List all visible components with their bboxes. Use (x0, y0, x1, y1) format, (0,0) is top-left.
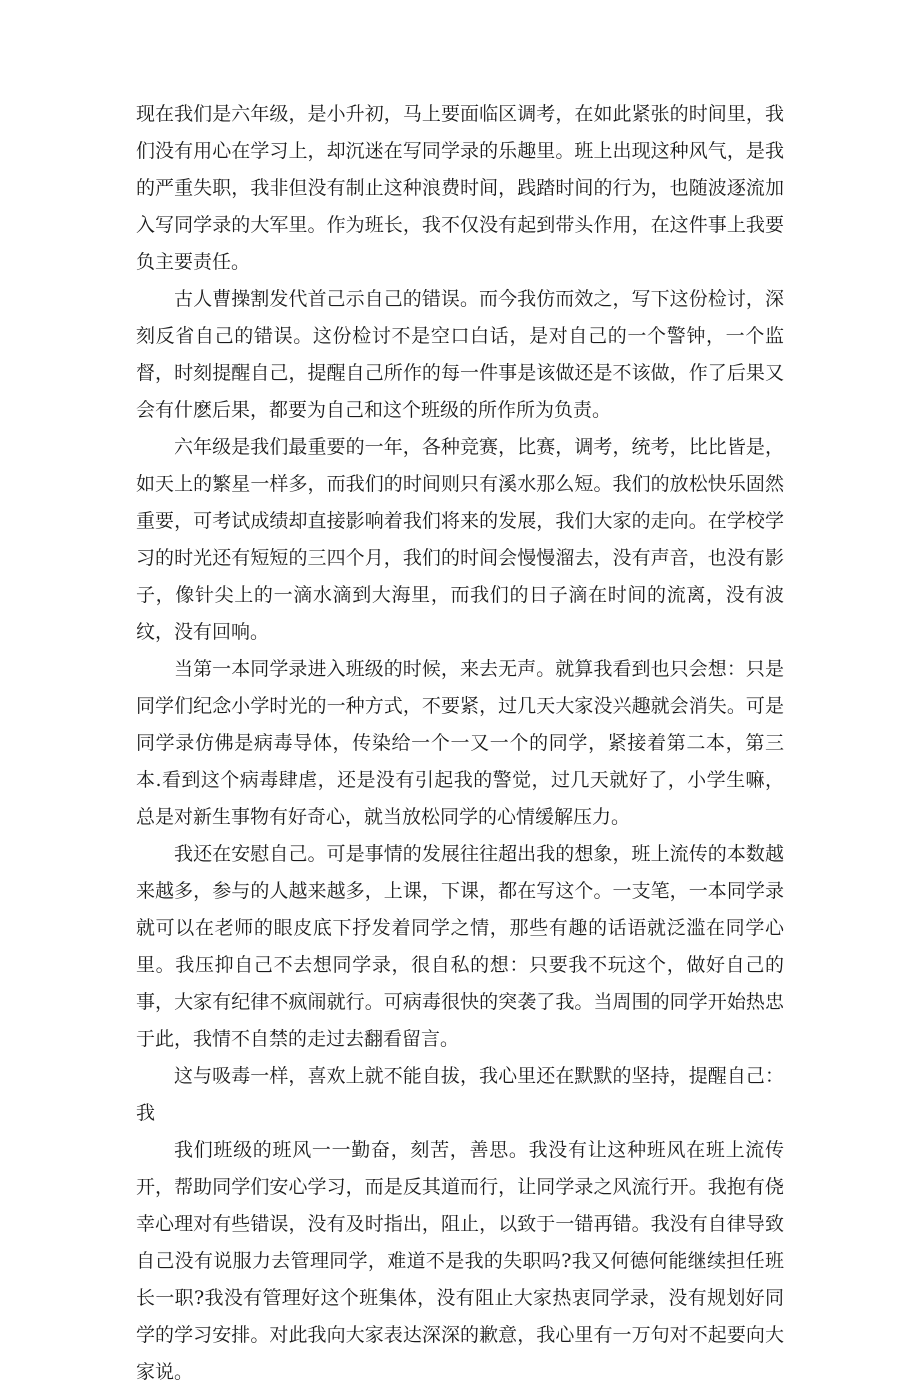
paragraph-4: 当第一本同学录进入班级的时候，来去无声。就算我看到也只会想：只是同学们纪念小学时光的一种方式，不要紧，过几天大家没兴趣就会消失。可是同学录仿佛是病毒导体，传染给一个一又一个的同学，紧接着第二本，第三本.看到这个病毒肆虐，还是没有引起我的警觉，过几天就好了，小学生嘛，总是对新生事物有好奇心，就当放松同学的心情缓解压力。 (136, 658, 784, 828)
paragraph-6: 这与吸毒一样，喜欢上就不能自拔，我心里还在默默的坚持，提醒自己：我 (136, 1065, 784, 1124)
paragraph-5: 我还在安慰自己。可是事情的发展往往超出我的想象，班上流传的本数越来越多，参与的人越来越多，上课，下课，都在写这个。一支笔，一本同学录就可以在老师的眼皮底下抒发着同学之情，那些有趣的话语就泛滥在同学心里。我压抑自己不去想同学录，很自私的想：只要我不玩这个，做好自己的事，大家有纪律不疯闹就行。可病毒很快的突袭了我。当周围的同学开始热忠于此，我情不自禁的走过去翻看留言。 (136, 843, 784, 1050)
paragraph-3: 六年级是我们最重要的一年，各种竞赛，比赛，调考，统考，比比皆是，如天上的繁星一样多，而我们的时间则只有溪水那么短。我们的放松快乐固然重要，可考试成绩却直接影响着我们将来的发展，我们大家的走向。在学校学习的时光还有短短的三四个月，我们的时间会慢慢溜去，没有声音，也没有影子，像针尖上的一滴水滴到大海里，而我们的日子滴在时间的流离，没有波纹，没有回响。 (136, 436, 784, 643)
paragraph-2: 古人曹操割发代首己示自己的错误。而今我仿而效之，写下这份检讨，深刻反省自己的错误。这份检讨不是空口白话，是对自己的一个警钟，一个监督，时刻提醒自己，提醒自己所作的每一件事是该做还是不该做，作了后果又会有什麽后果，都要为自己和这个班级的所作所为负责。 (136, 288, 784, 421)
document-body (136, 96, 784, 1391)
paragraph-1: 现在我们是六年级，是小升初，马上要面临区调考，在如此紧张的时间里，我们没有用心在学习上，却沉迷在写同学录的乐趣里。班上出现这种风气，是我的严重失职，我非但没有制止这种浪费时间，践踏时间的行为，也随波逐流加入写同学录的大军里。作为班长，我不仅没有起到带头作用，在这件事上我要负主要责任。 (136, 103, 784, 273)
paragraph-7: 我们班级的班风一一勤奋，刻苦，善思。我没有让这种班风在班上流传开，帮助同学们安心学习，而是反其道而行，让同学录之风流行开。我抱有侥幸心理对有些错误，没有及时指出，阻止，以致于一错再错。我没有自律导致自己没有说服力去管理同学，难道不是我的失职吗?我又何德何能继续担任班长一职?我没有管理好这个班集体，没有阻止大家热衷同学录，没有规划好同学的学习安排。对此我向大家表达深深的歉意，我心里有一万句对不起要向大家说。 (136, 1139, 784, 1383)
